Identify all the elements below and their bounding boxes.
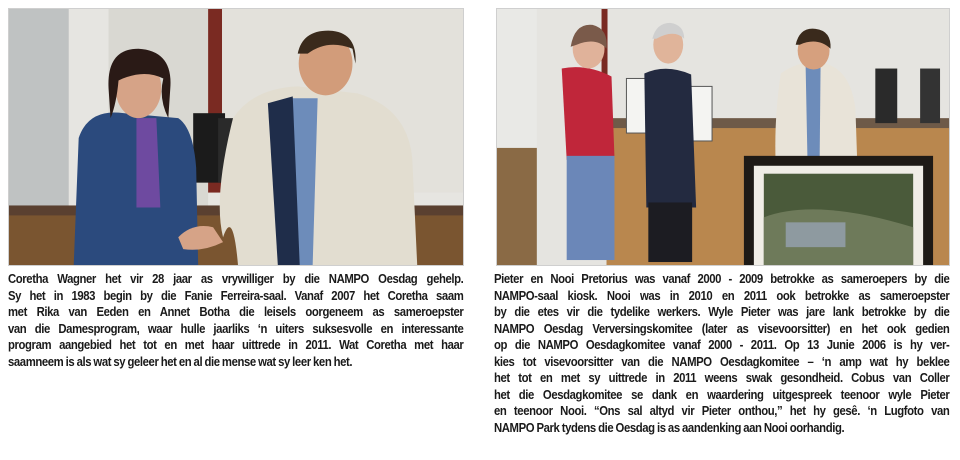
caption-line: NAMPO-saal kiosk. Nooi was in 2010 en 2011 ook betrokke as sameroepster <box>494 288 950 303</box>
caption-line: Sy het in 1983 begin by die Fanie Ferreira-saal. Vanaf 2007 het Coretha saam <box>8 288 464 303</box>
caption-line: NAMPO Oesdag Verversingskomitee (later as visevoorsitter) en het ook gedien <box>494 321 950 336</box>
caption-line: Pieter en Nooi Pretorius was vanaf 2000 - 2009 betrokke as sameroepers by die <box>494 272 950 286</box>
caption-coretha-wagner <box>8 271 463 370</box>
caption-line: op die NAMPO Oesdagkomitee vanaf 2000 - 2011. Op 13 Junie 2006 is hy ver- <box>494 338 950 352</box>
photo-handshake <box>8 8 464 266</box>
caption-line: kies tot visevoorsitter van die NAMPO Oesdagkomitee – ‘n amp wat hy beklee <box>494 354 950 369</box>
caption-line: program aangebied het tot en met haar uittrede in 2011. Wat Coretha met haar <box>8 338 464 352</box>
caption-line: het die Oesdagkomitee se dank en waardering uitgespreek teenoor wyle Pieter <box>494 387 950 402</box>
caption-line: van die Damesprogram, waar hulle jaarliks ‘n uiters suksesvolle en interessante <box>8 321 464 336</box>
caption-line: Coretha Wagner het vir 28 jaar as vrywilliger by die NAMPO Oesdag gehelp. <box>8 272 464 286</box>
caption-line: NAMPO Park tydens die Oesdag is as aandenking aan Nooi oorhandig. <box>494 420 845 435</box>
caption-line: saamneem is als wat sy geleer het en al die mense wat sy leer ken het. <box>8 354 353 369</box>
caption-line: met Rika van Eeden en Annet Botha die leisels oorgeneem as sameroepster <box>8 305 464 319</box>
photo-certificate-presentation <box>496 8 950 266</box>
caption-line: en teenoor Nooi. “Ons sal altyd vir Pieter onthou,” het hy gesê. ‘n Lugfoto van <box>494 404 950 418</box>
caption-line: by die etes vir die tydelike werkers. Wyle Pieter was jare lank betrokke by die <box>494 305 950 319</box>
caption-pieter-nooi-pretorius <box>494 271 949 436</box>
caption-line: het tot en met sy uittrede in 2011 weens swak gesondheid. Cobus van Coller <box>494 371 950 385</box>
